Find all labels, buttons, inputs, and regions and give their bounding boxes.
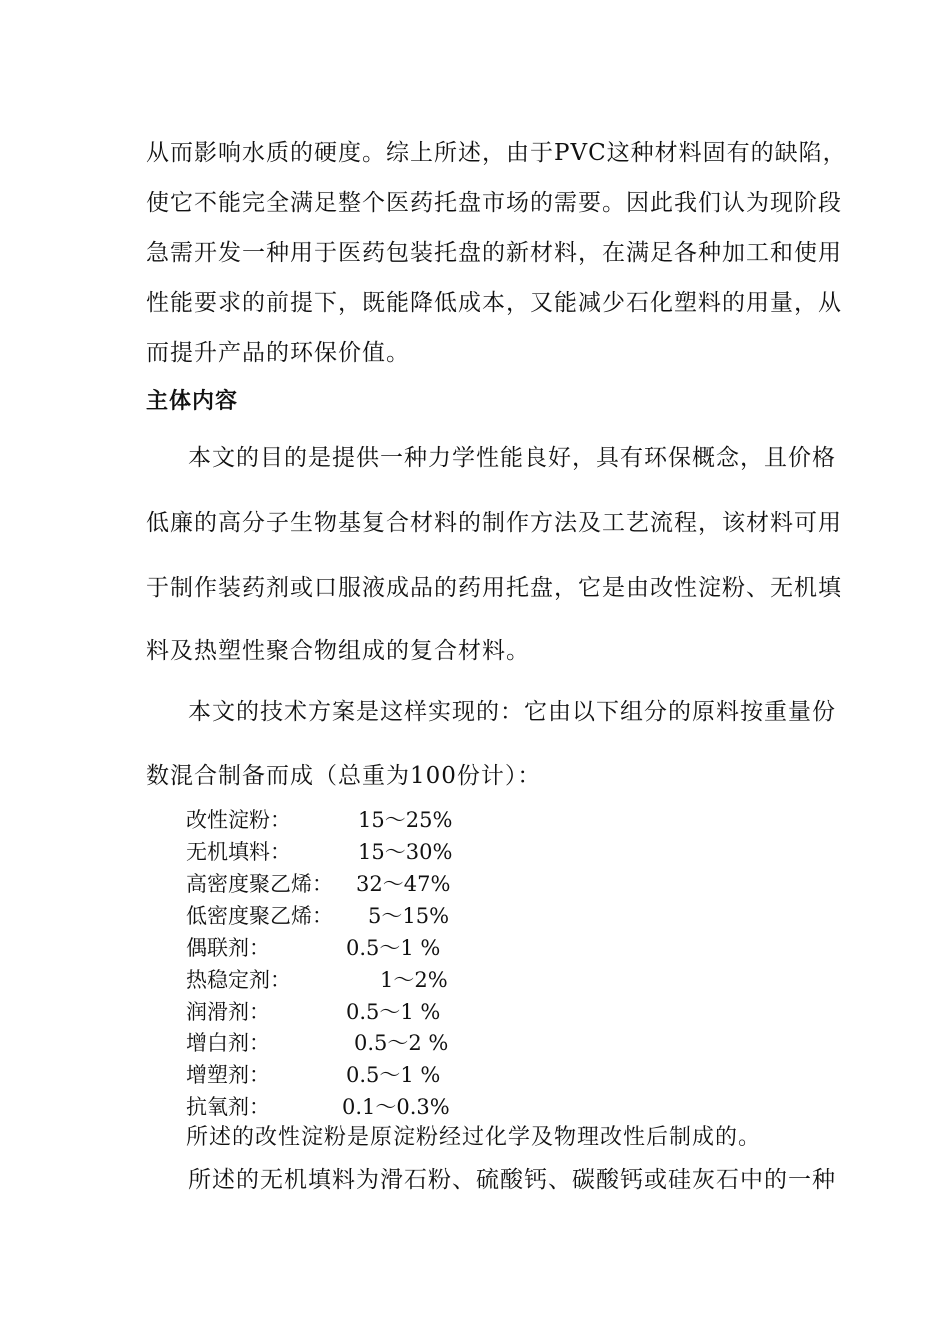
component-range: 0.1～0.3% [342, 1095, 450, 1119]
component-name: 增塑剂： [186, 1063, 270, 1087]
paragraph-2-line-3: 于制作装药剂或口服液成品的药用托盘，它是由改性淀粉、无机填 [146, 575, 842, 601]
paragraph-3-line-1: 本文的技术方案是这样实现的：它由以下组分的原料按重量份 [188, 699, 836, 725]
component-range: 0.5～1 % [346, 1000, 441, 1024]
component-range: 0.5～2 % [354, 1031, 449, 1055]
component-name: 抗氧剂： [186, 1095, 270, 1119]
component-name: 改性淀粉： [186, 808, 291, 832]
component-row [0, 1061, 950, 1089]
component-row [0, 966, 950, 994]
component-row [0, 838, 950, 866]
paragraph-1-line-4: 性能要求的前提下，既能降低成本，又能减少石化塑料的用量，从 [146, 290, 842, 316]
component-range: 15～25% [358, 808, 453, 832]
paragraph-1-line-5: 而提升产品的环保价值。 [146, 340, 410, 366]
paragraph-2-line-2: 低廉的高分子生物基复合材料的制作方法及工艺流程，该材料可用 [146, 510, 842, 536]
component-name: 低密度聚乙烯： [186, 904, 333, 928]
note-line: 所述的改性淀粉是原淀粉经过化学及物理改性后制成的。 [186, 1125, 762, 1150]
component-row [0, 1029, 950, 1057]
component-range: 0.5～1 % [346, 1063, 441, 1087]
component-name: 无机填料： [186, 840, 291, 864]
component-range: 32～47% [356, 872, 451, 896]
component-name: 增白剂： [186, 1031, 270, 1055]
section-heading: 主体内容 [146, 389, 239, 414]
paragraph-1-line-1: 从而影响水质的硬度。综上所述，由于PVC这种材料固有的缺陷， [146, 140, 847, 166]
paragraph-2-line-1: 本文的目的是提供一种力学性能良好，具有环保概念，且价格 [188, 445, 836, 471]
component-name: 偶联剂： [186, 936, 270, 960]
component-name: 热稳定剂： [186, 968, 291, 992]
component-row [0, 1093, 950, 1121]
component-range: 1～2% [380, 968, 448, 992]
component-row [0, 934, 950, 962]
component-range: 0.5～1 % [346, 936, 441, 960]
paragraph-4-line-1: 所述的无机填料为滑石粉、硫酸钙、碳酸钙或硅灰石中的一种 [188, 1167, 836, 1193]
paragraph-3-line-2: 数混合制备而成（总重为100份计）： [146, 763, 542, 789]
component-range: 5～15% [368, 904, 450, 928]
paragraph-1-line-2: 使它不能完全满足整个医药托盘市场的需要。因此我们认为现阶段 [146, 190, 842, 216]
component-name: 润滑剂： [186, 1000, 270, 1024]
component-row [0, 902, 950, 930]
paragraph-1-line-3: 急需开发一种用于医药包装托盘的新材料，在满足各种加工和使用 [146, 240, 842, 266]
paragraph-2-line-4: 料及热塑性聚合物组成的复合材料。 [146, 638, 530, 664]
component-row [0, 998, 950, 1026]
component-range: 15～30% [358, 840, 453, 864]
component-row [0, 870, 950, 898]
component-row [0, 806, 950, 834]
component-name: 高密度聚乙烯： [186, 872, 333, 896]
